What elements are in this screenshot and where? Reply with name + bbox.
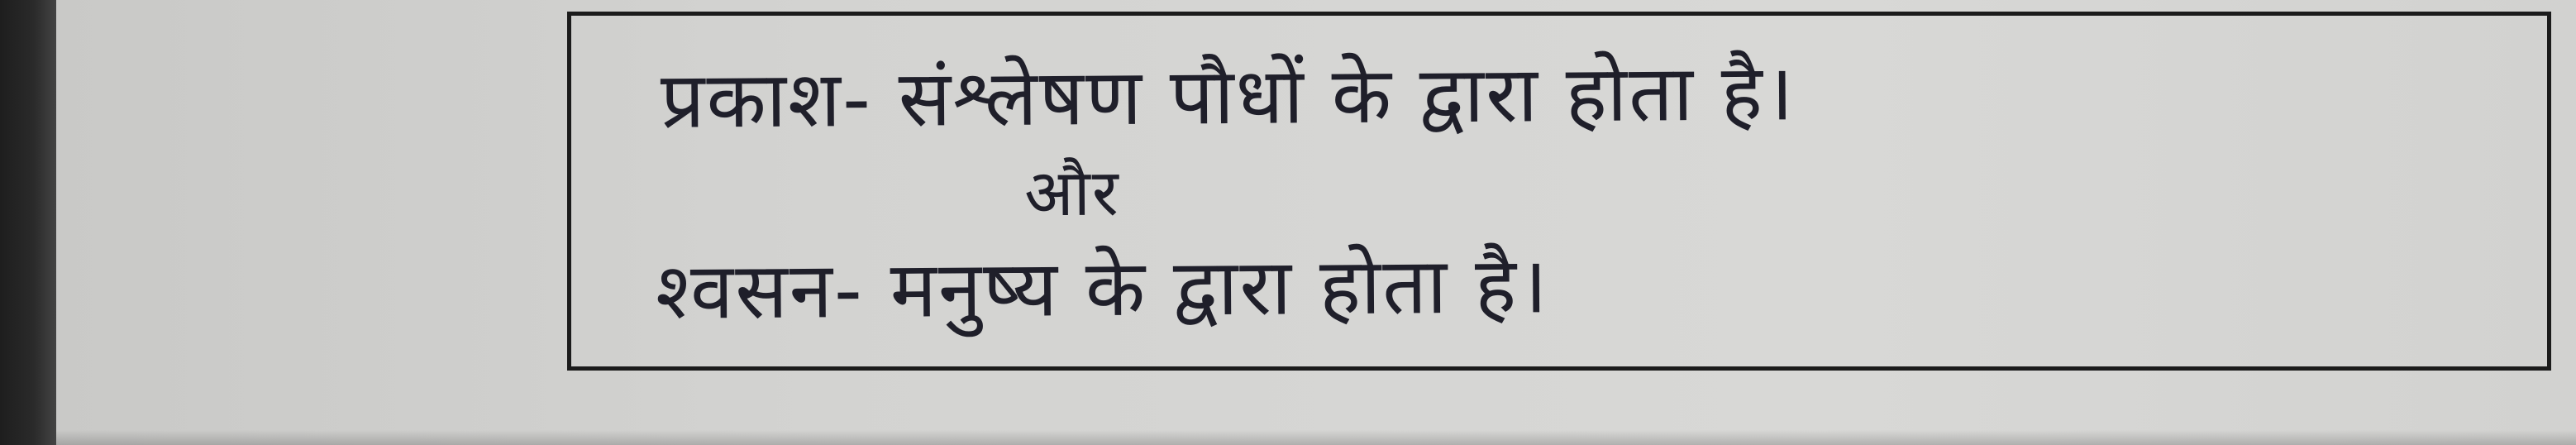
answer-line-conjunction: और bbox=[1023, 156, 1121, 232]
answer-box bbox=[567, 12, 2551, 371]
page-bottom-shadow bbox=[56, 430, 2576, 445]
paper-sheet bbox=[56, 0, 2576, 445]
answer-line-respiration: श्वसन- मनुष्य के द्वारा होता है। bbox=[655, 241, 1550, 337]
answer-line-photosynthesis: प्रकाश- संश्लेषण पौधों के द्वारा होता है। bbox=[660, 48, 1796, 146]
dark-page-edge bbox=[0, 0, 56, 445]
